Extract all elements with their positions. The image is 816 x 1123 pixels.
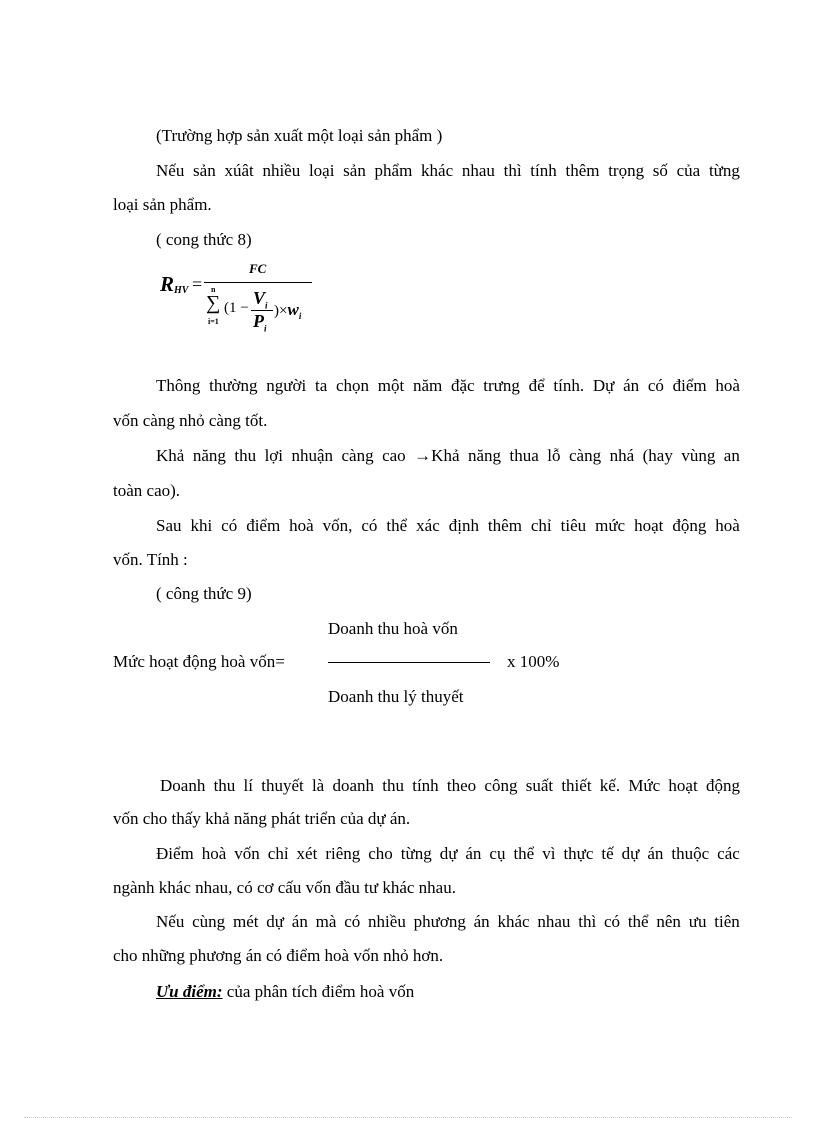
word: riêng: [325, 844, 361, 863]
word: tính: [530, 161, 557, 180]
paragraph-typical-year-line2: vốn càng nhỏ càng tốt.: [113, 411, 268, 430]
word: Mức: [628, 776, 661, 795]
word: thu: [382, 776, 404, 795]
word: một: [377, 376, 405, 395]
word: thêm: [487, 516, 522, 535]
word: tiên: [714, 912, 740, 931]
word: suất: [525, 776, 554, 795]
word: chỉ: [530, 516, 552, 535]
word: Doanh: [160, 776, 206, 795]
advantages-text: của phân tích điểm hoà vốn: [222, 982, 415, 1001]
word: thực: [563, 844, 594, 863]
word: cho: [368, 844, 393, 863]
word: Nếu: [156, 161, 185, 180]
word: xác: [416, 516, 440, 535]
word: lỗ: [547, 446, 561, 465]
word: án: [647, 844, 664, 863]
case-note-text: (Trường hợp sản xuất một loại sản phẩm ): [156, 126, 443, 145]
word: nhá: [609, 446, 635, 465]
paragraph-alternatives-line1: [156, 912, 740, 932]
word: thua: [509, 446, 539, 465]
word: ta: [314, 376, 328, 395]
word: tế: [601, 844, 614, 863]
word: án: [291, 912, 308, 931]
formula-9-label: ( công thức 9): [156, 584, 252, 603]
paragraph-case-note: [156, 126, 442, 146]
formula-lhs: $R_{HV}$: [160, 272, 189, 296]
formula-8-break-even: [156, 258, 326, 338]
word: ưu: [688, 912, 707, 931]
word: tính: [412, 776, 439, 795]
word: mức: [595, 516, 626, 535]
word: mà: [315, 912, 337, 931]
sum-lower-limit: i=1: [208, 317, 219, 326]
paragraph-project-specific-line2: ngành khác nhau, có cơ cấu vốn đầu tư khác nhau.: [113, 878, 456, 897]
paragraph-multi-product-line1: [156, 161, 740, 181]
word: có: [221, 516, 238, 535]
paragraph-activity-level-line1: [156, 516, 740, 536]
word: sản: [343, 161, 366, 180]
word: có: [344, 912, 361, 931]
word: khác: [497, 912, 530, 931]
word: năng: [192, 446, 226, 465]
word: nhau: [537, 912, 571, 931]
word: thu: [213, 776, 236, 795]
word: khi: [190, 516, 213, 535]
word: có: [647, 376, 664, 395]
word: lí: [243, 776, 253, 795]
word: thể: [513, 844, 535, 863]
word: hoạt: [634, 516, 664, 535]
paragraph-advantages: [156, 982, 414, 1002]
word: vốn,: [322, 516, 353, 535]
word: năng: [467, 446, 502, 465]
formula-9-denominator: Doanh thu lý thuyết: [328, 687, 464, 706]
word: định: [448, 516, 479, 535]
word: vì: [542, 844, 556, 863]
word: nhuận: [291, 446, 334, 465]
sum-upper-limit: n: [211, 285, 216, 294]
paragraph-theoretical-revenue-line1: [160, 776, 740, 796]
word: động: [672, 516, 707, 535]
word: nhau: [461, 161, 495, 180]
word: xét: [296, 844, 318, 863]
word: các: [717, 844, 740, 863]
word: án: [623, 376, 640, 395]
word: động: [705, 776, 740, 795]
word: từng: [708, 161, 740, 180]
word: Sau: [156, 516, 182, 535]
word: cùng: [192, 912, 226, 931]
word: càng: [341, 446, 374, 465]
word: điểm: [672, 376, 707, 395]
word: tiêu: [560, 516, 587, 535]
word: Dự: [592, 376, 615, 395]
word: xúât: [224, 161, 254, 180]
paragraph-project-specific-line1: [156, 844, 740, 864]
word: hoà: [201, 844, 227, 863]
word: →Khả: [414, 446, 460, 465]
word: hoà: [715, 376, 740, 395]
word: có: [603, 912, 621, 931]
word: người: [266, 376, 307, 395]
word: nhiều: [368, 912, 406, 931]
word: án: [473, 912, 490, 931]
word: vùng: [681, 446, 716, 465]
word: Khả: [156, 446, 185, 465]
word: trọng: [608, 161, 645, 180]
word: khác: [421, 161, 454, 180]
formula-9-lhs: Mức hoạt động hoà vốn=: [113, 652, 285, 671]
word: thuyết: [261, 776, 304, 795]
word: thêm: [565, 161, 600, 180]
formula-9-fraction-bar: [328, 662, 490, 663]
word: mét: [232, 912, 259, 931]
word: số: [652, 161, 668, 180]
paragraph-multi-product-line2: loại sản phẩm.: [113, 195, 212, 214]
word: từng: [400, 844, 432, 863]
word: án: [465, 844, 482, 863]
word: có: [361, 516, 378, 535]
paragraph-theoretical-revenue-line2: vốn cho thấy khả năng phát triển của dự án.: [113, 809, 411, 828]
formula-fraction-bar: [204, 282, 312, 283]
formula-price: $P_i$: [253, 311, 267, 334]
formula-variable-cost: $V_i$: [253, 288, 268, 311]
word: năm: [412, 376, 443, 395]
word: của: [676, 161, 701, 180]
word: thể: [627, 912, 649, 931]
word: cụ: [489, 844, 506, 863]
paragraph-typical-year-line1: [156, 376, 740, 396]
word: thường: [209, 376, 258, 395]
word: công: [484, 776, 518, 795]
formula-one-minus: (1 −: [224, 300, 249, 316]
word: thuộc: [671, 844, 710, 863]
word: điểm: [246, 516, 281, 535]
word: để: [528, 376, 545, 395]
word: chọn: [335, 376, 370, 395]
word: loại: [308, 161, 335, 180]
word: dự: [439, 844, 458, 863]
word: doanh: [332, 776, 375, 795]
word: hoà: [715, 516, 740, 535]
word: tính.: [553, 376, 585, 395]
word: càng: [569, 446, 602, 465]
word: dự: [621, 844, 640, 863]
sigma-symbol: ∑: [206, 292, 221, 314]
formula-9-numerator: Doanh thu hoà vốn: [328, 619, 458, 638]
word: sản: [193, 161, 216, 180]
word: thì: [503, 161, 522, 180]
formula-8-label: ( cong thức 8): [156, 230, 252, 249]
formula-weight: )$\times w_i$: [274, 300, 302, 321]
word: vốn: [234, 844, 260, 863]
word: là: [311, 776, 325, 795]
word: an: [723, 446, 740, 465]
word: thì: [578, 912, 597, 931]
word: hoạt: [668, 776, 698, 795]
word: thiết: [561, 776, 592, 795]
word: chỉ: [267, 844, 289, 863]
word: Nếu: [156, 912, 185, 931]
paragraph-profit-line1: [156, 446, 740, 466]
word: lợi: [264, 446, 283, 465]
word: dự: [266, 912, 284, 931]
word: thể: [386, 516, 408, 535]
paragraph-activity-level-line2: vốn. Tính :: [113, 550, 188, 569]
paragraph-profit-line2: toàn cao).: [113, 481, 181, 500]
word: theo: [446, 776, 477, 795]
word: thu: [234, 446, 257, 465]
formula-9-multiplier: x 100%: [507, 652, 560, 671]
page-bottom-border: [24, 1117, 792, 1118]
word: nhiều: [262, 161, 301, 180]
formula-equals: =: [192, 274, 203, 294]
formula-numerator: FC: [249, 261, 267, 276]
word: (hay: [642, 446, 673, 465]
word: phẩm: [374, 161, 413, 180]
advantages-heading: Ưu điểm:: [156, 982, 223, 1001]
word: trưng: [483, 376, 520, 395]
word: phương: [413, 912, 466, 931]
word: nên: [656, 912, 681, 931]
word: hoà: [289, 516, 314, 535]
word: cao: [382, 446, 406, 465]
word: Thông: [156, 376, 201, 395]
word: kế.: [599, 776, 621, 795]
word: đặc: [450, 376, 475, 395]
paragraph-alternatives-line2: cho những phương án có điểm hoà vốn nhỏ hơn.: [113, 946, 444, 965]
word: Điểm: [156, 844, 194, 863]
